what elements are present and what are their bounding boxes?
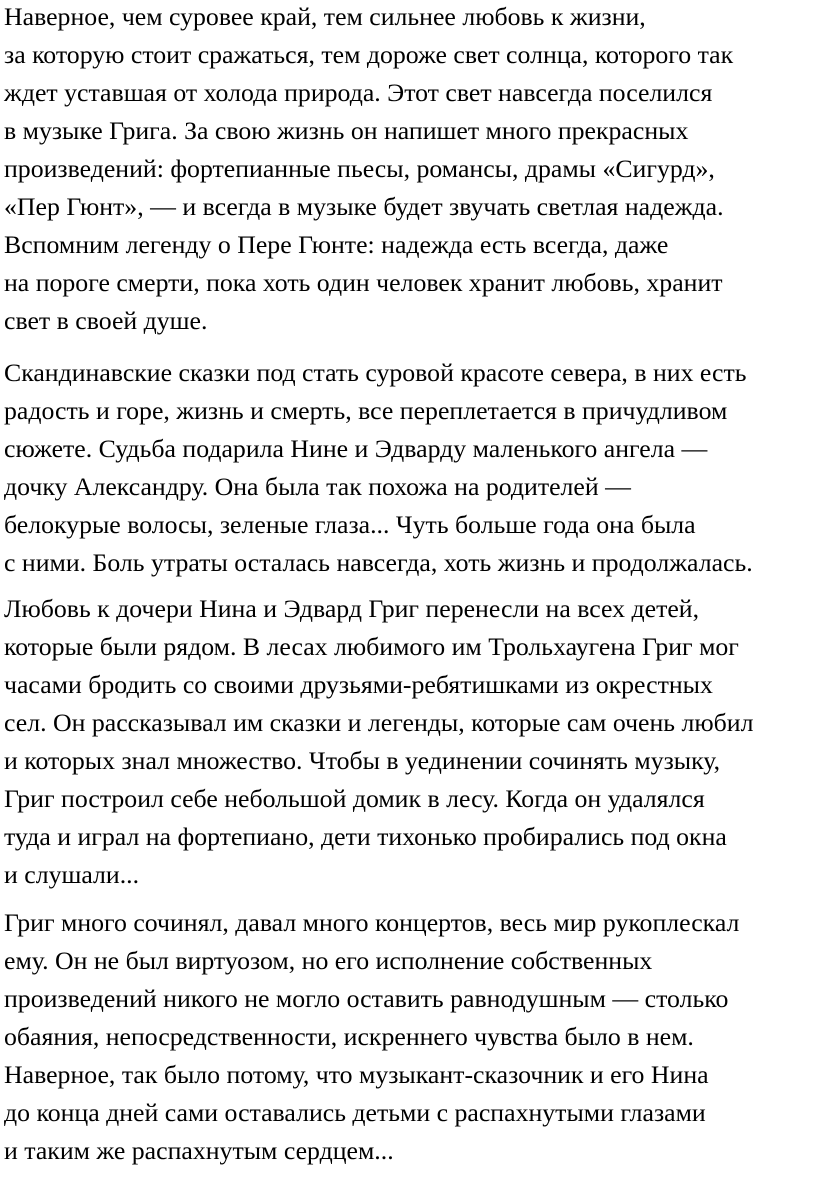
text-line: Григ много сочинял, давал много концертов, весь мир рукоплескал [4,908,740,937]
text-line: и которых знал множество. Чтобы в уединении сочинять музыку, [4,746,721,775]
text-line: которые были рядом. В лесах любимого им Трольхаугена Григ мог [4,632,739,661]
text-line: Наверное, чем суровее край, тем сильнее любовь к жизни, [4,2,646,31]
text-line: дочку Александру. Она была так похожа на родителей — [4,472,631,501]
text-line: Григ построил себе небольшой домик в лесу. Когда он удалялся [4,784,705,813]
text-line: туда и играл на фортепиано, дети тихонько пробирались под окна [4,822,727,851]
text-line: «Пер Гюнт», — и всегда в музыке будет звучать светлая надежда. [4,192,724,221]
text-line: Наверное, так было потому, что музыкант-сказочник и его Нина [4,1060,709,1089]
text-line: сел. Он рассказывал им сказки и легенды, которые сам очень любил [4,708,754,737]
text-line: произведений никого не могло оставить равнодушным — столько [4,984,729,1013]
text-line: ждет уставшая от холода природа. Этот свет навсегда поселился [4,78,713,107]
text-line: на пороге смерти, пока хоть один человек хранит любовь, хранит [4,268,723,297]
text-line: до конца дней сами оставались детьми с распахнутыми глазами [4,1098,706,1127]
text-line: часами бродить со своими друзьями-ребятишками из окрестных [4,670,713,699]
text-line: за которую стоит сражаться, тем дороже свет солнца, которого так [4,40,734,69]
text-line: Вспомним легенду о Пере Гюнте: надежда есть всегда, даже [4,230,669,259]
text-line: сюжете. Судьба подарила Нине и Эдварду маленького ангела — [4,434,708,463]
text-line: радость и горе, жизнь и смерть, все переплетается в причудливом [4,396,728,425]
text-line: свет в своей душе. [4,306,208,335]
text-line: с ними. Боль утраты осталась навсегда, хоть жизнь и продолжалась. [4,548,753,577]
text-line: Любовь к дочери Нина и Эдвард Григ перенесли на всех детей, [4,594,700,623]
text-line: обаяния, непосредственности, искреннего чувства было в нем. [4,1022,694,1051]
text-line: произведений: фортепианные пьесы, романсы, драмы «Сигурд», [4,154,715,183]
text-line: в музыке Грига. За свою жизнь он напишет много прекрасных [4,116,689,145]
text-line: Скандинавские сказки под стать суровой красоте севера, в них есть [4,358,747,387]
text-line: белокурые волосы, зеленые глаза... Чуть больше года она была [4,510,696,539]
text-line: ему. Он не был виртуозом, но его исполнение собственных [4,946,653,975]
text-line: и таким же распахнутым сердцем... [4,1136,394,1165]
text-line: и слушали... [4,860,140,889]
